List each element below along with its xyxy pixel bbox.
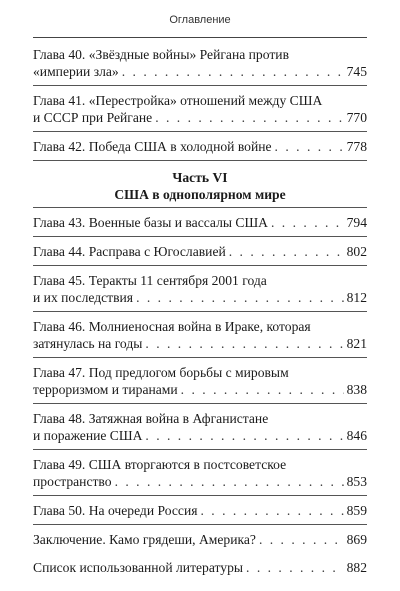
toc-entry-page-number: 838 xyxy=(346,382,367,397)
toc-entry-title: Глава 44. Расправа с Югославией xyxy=(33,244,226,259)
toc-entry[interactable] xyxy=(33,502,367,525)
toc-entry-title-line: Глава 41. «Перестройка» отношений между США xyxy=(33,93,323,108)
table-of-contents xyxy=(33,46,367,587)
toc-entry-page-number: 853 xyxy=(346,474,367,489)
toc-group-back-matter xyxy=(33,531,367,581)
dot-leader xyxy=(259,531,344,548)
toc-group-part-vi xyxy=(33,214,367,525)
toc-entry-last-line xyxy=(33,559,367,576)
toc-entry[interactable] xyxy=(33,318,367,358)
toc-entry-last-line xyxy=(33,381,367,398)
toc-entry[interactable] xyxy=(33,456,367,496)
toc-entry-title-line: Глава 48. Затяжная война в Афганистане xyxy=(33,411,269,426)
toc-entry[interactable] xyxy=(33,559,367,581)
toc-entry[interactable] xyxy=(33,410,367,450)
toc-entry[interactable] xyxy=(33,272,367,312)
dot-leader xyxy=(200,502,343,519)
dot-leader xyxy=(275,138,344,155)
toc-entry-last-line xyxy=(33,531,367,548)
toc-entry-title: затянулась на годы xyxy=(33,336,143,351)
toc-entry-title: и их последствия xyxy=(33,290,134,305)
toc-entry-title: Глава 43. Военные базы и вассалы США xyxy=(33,215,268,230)
dot-leader xyxy=(122,63,344,80)
dot-leader xyxy=(155,109,343,126)
dot-leader xyxy=(229,243,344,260)
dot-leader xyxy=(145,335,343,352)
toc-entry-title: Заключение. Камо грядеши, Америка? xyxy=(33,532,256,547)
toc-entry[interactable] xyxy=(33,92,367,132)
toc-entry[interactable] xyxy=(33,214,367,237)
toc-entry-last-line xyxy=(33,243,367,260)
part-title: США в однополярном мире xyxy=(114,187,286,202)
toc-entry-page-number: 846 xyxy=(346,428,367,443)
dot-leader xyxy=(181,381,344,398)
toc-entry-last-line xyxy=(33,502,367,519)
toc-entry-title-line: Глава 46. Молниеносная война в Ираке, которая xyxy=(33,319,311,334)
header-rule xyxy=(33,37,367,38)
toc-entry-title-line: Глава 40. «Звёздные войны» Рейгана против xyxy=(33,47,289,62)
toc-entry-title: терроризмом и тиранами xyxy=(33,382,178,397)
toc-entry-title-line: Глава 47. Под предлогом борьбы с мировым xyxy=(33,365,289,380)
toc-entry-title: «империи зла» xyxy=(33,64,119,79)
toc-entry-page-number: 802 xyxy=(346,244,367,259)
toc-entry-last-line xyxy=(33,427,367,444)
toc-entry-page-number: 821 xyxy=(346,336,367,351)
toc-entry-page-number: 869 xyxy=(346,532,367,547)
toc-entry-title: Глава 50. На очереди Россия xyxy=(33,503,198,518)
dot-leader xyxy=(136,289,344,306)
toc-entry-last-line xyxy=(33,138,367,155)
toc-entry-page-number: 794 xyxy=(346,215,367,230)
toc-entry-last-line xyxy=(33,214,367,231)
toc-entry-last-line xyxy=(33,289,367,306)
dot-leader xyxy=(271,214,344,231)
dot-leader xyxy=(246,559,344,576)
toc-entry-last-line xyxy=(33,63,367,80)
toc-entry-title-line: Глава 49. США вторгаются в постсоветское xyxy=(33,457,287,472)
toc-entry-last-line xyxy=(33,473,367,490)
toc-entry-title-line: Глава 45. Теракты 11 сентября 2001 года xyxy=(33,273,267,288)
toc-entry-page-number: 770 xyxy=(346,110,367,125)
toc-group-part-v-end xyxy=(33,46,367,161)
toc-entry-page-number: 778 xyxy=(346,139,367,154)
toc-entry[interactable] xyxy=(33,531,367,553)
running-head: Оглавление xyxy=(169,14,231,26)
toc-entry[interactable] xyxy=(33,243,367,266)
toc-entry-title: Глава 42. Победа США в холодной войне xyxy=(33,139,272,154)
toc-entry-title: и СССР при Рейгане xyxy=(33,110,153,125)
toc-entry-page-number: 859 xyxy=(346,503,367,518)
toc-entry[interactable] xyxy=(33,46,367,86)
toc-entry-page-number: 745 xyxy=(346,64,367,79)
part-number: Часть VI xyxy=(172,170,228,185)
dot-leader xyxy=(145,427,343,444)
toc-entry[interactable] xyxy=(33,364,367,404)
toc-entry-title: Список использованной литературы xyxy=(33,560,244,575)
part-heading xyxy=(33,169,367,208)
dot-leader xyxy=(115,473,344,490)
toc-entry-page-number: 882 xyxy=(346,560,367,575)
toc-entry-last-line xyxy=(33,109,367,126)
toc-entry[interactable] xyxy=(33,138,367,161)
toc-entry-title: пространство xyxy=(33,474,112,489)
toc-entry-title: и поражение США xyxy=(33,428,143,443)
toc-entry-last-line xyxy=(33,335,367,352)
toc-entry-page-number: 812 xyxy=(346,290,367,305)
